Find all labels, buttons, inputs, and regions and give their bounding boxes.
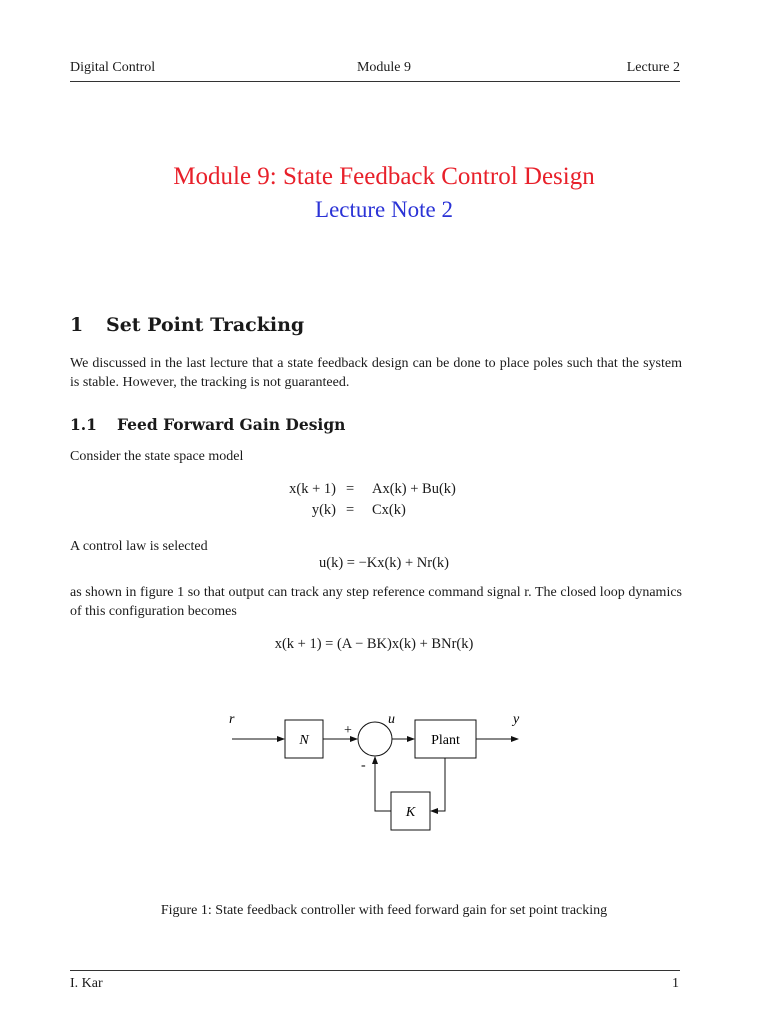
label-minus: - — [361, 758, 366, 773]
section-heading-1 — [70, 314, 304, 336]
footer-rule — [70, 970, 680, 971]
eq-sign-2: = — [346, 502, 355, 518]
subsection-heading-1-1 — [70, 415, 345, 434]
subsection-number: 1.1 — [70, 415, 97, 434]
label-plus: + — [344, 723, 352, 738]
paragraph-intro: We discussed in the last lecture that a state feedback design can be done to place poles such that the system is stable. However, the tracking is not guaranteed. — [70, 356, 682, 390]
section-number: 1 — [70, 314, 84, 336]
paragraph-closed-loop: as shown in figure 1 so that output can track any step reference command signal r. The closed loop dynamics of this configuration becomes — [70, 585, 682, 619]
paragraph-model: Consider the state space model — [70, 449, 244, 464]
header-center: Module 9 — [356, 60, 412, 75]
paragraph-control-law: A control law is selected — [70, 539, 208, 554]
subsection-title: Feed Forward Gain Design — [117, 415, 346, 434]
feedback-line-plant-to-k — [431, 758, 445, 811]
block-k-label: K — [405, 805, 416, 820]
header-rule — [70, 81, 680, 82]
block-plant-label: Plant — [431, 733, 460, 748]
block-n-label: N — [299, 733, 309, 748]
label-u: u — [388, 712, 395, 727]
page-subtitle: Lecture Note 2 — [315, 197, 453, 222]
block-diagram — [0, 690, 768, 840]
label-y: y — [513, 712, 520, 727]
header-left: Digital Control — [70, 60, 156, 75]
eq-lhs-1: x(k + 1) — [289, 481, 336, 497]
eq-sign-1: = — [346, 481, 355, 497]
equation-closed-loop: x(k + 1) = (A − BK)x(k) + BNr(k) — [274, 636, 474, 652]
equation-control-law: u(k) = −Kx(k) + Nr(k) — [318, 555, 450, 571]
eq-rhs-1: Ax(k) + Bu(k) — [372, 481, 456, 497]
summing-junction — [358, 722, 392, 756]
page-number: 1 — [672, 976, 679, 991]
feedback-line-k-to-summer — [375, 757, 391, 811]
equation-state-space — [0, 481, 768, 525]
header-right: Lecture 2 — [626, 60, 680, 75]
eq-rhs-2: Cx(k) — [372, 502, 406, 518]
label-r: r — [229, 712, 235, 727]
footer-author: I. Kar — [70, 976, 103, 991]
page-title: Module 9: State Feedback Control Design — [173, 163, 595, 190]
eq-lhs-2: y(k) — [311, 502, 336, 518]
figure-caption: Figure 1: State feedback controller with feed forward gain for set point tracking — [160, 903, 608, 918]
section-title: Set Point Tracking — [106, 314, 305, 336]
